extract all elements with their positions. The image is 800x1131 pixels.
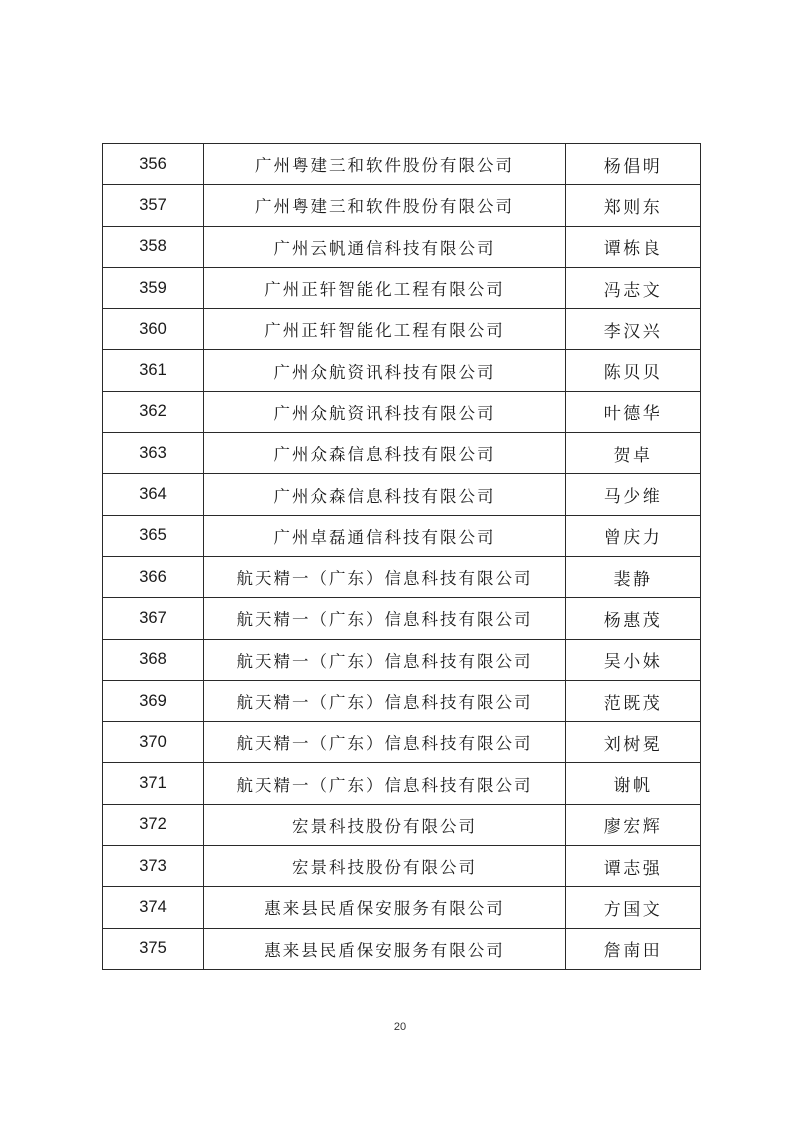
company-name-cell: 广州正轩智能化工程有限公司 [204, 309, 566, 350]
row-number-cell: 375 [103, 928, 204, 969]
person-name-cell: 裴静 [566, 556, 701, 597]
company-name-cell: 广州众森信息科技有限公司 [204, 474, 566, 515]
table-row [103, 722, 701, 763]
person-name-cell: 谭志强 [566, 846, 701, 887]
company-name-cell: 航天精一（广东）信息科技有限公司 [204, 639, 566, 680]
table-row [103, 928, 701, 969]
person-name-cell: 范既茂 [566, 680, 701, 721]
company-name-cell: 航天精一（广东）信息科技有限公司 [204, 722, 566, 763]
row-number-cell: 369 [103, 680, 204, 721]
company-name-cell: 宏景科技股份有限公司 [204, 846, 566, 887]
person-name-cell: 杨倡明 [566, 144, 701, 185]
row-number-cell: 363 [103, 433, 204, 474]
company-name-cell: 宏景科技股份有限公司 [204, 804, 566, 845]
person-name-cell: 李汉兴 [566, 309, 701, 350]
table-row [103, 144, 701, 185]
row-number-cell: 358 [103, 226, 204, 267]
row-number-cell: 372 [103, 804, 204, 845]
person-name-cell: 叶德华 [566, 391, 701, 432]
row-number-cell: 361 [103, 350, 204, 391]
row-number-cell: 365 [103, 515, 204, 556]
row-number-cell: 366 [103, 556, 204, 597]
table-row [103, 846, 701, 887]
person-name-cell: 谢帆 [566, 763, 701, 804]
person-name-cell: 马少维 [566, 474, 701, 515]
table-row [103, 309, 701, 350]
company-name-cell: 航天精一（广东）信息科技有限公司 [204, 680, 566, 721]
company-name-cell: 广州众森信息科技有限公司 [204, 433, 566, 474]
person-name-cell: 吴小妹 [566, 639, 701, 680]
person-name-cell: 曾庆力 [566, 515, 701, 556]
table-row [103, 515, 701, 556]
company-name-cell: 广州粤建三和软件股份有限公司 [204, 144, 566, 185]
row-number-cell: 374 [103, 887, 204, 928]
person-name-cell: 陈贝贝 [566, 350, 701, 391]
row-number-cell: 360 [103, 309, 204, 350]
row-number-cell: 356 [103, 144, 204, 185]
table-row [103, 185, 701, 226]
table-row [103, 556, 701, 597]
table-row [103, 391, 701, 432]
company-name-cell: 广州卓磊通信科技有限公司 [204, 515, 566, 556]
table-row [103, 887, 701, 928]
table-row [103, 350, 701, 391]
row-number-cell: 371 [103, 763, 204, 804]
page-number: 20 [393, 1021, 407, 1033]
company-name-cell: 惠来县民盾保安服务有限公司 [204, 928, 566, 969]
table-row [103, 804, 701, 845]
person-name-cell: 刘树冕 [566, 722, 701, 763]
row-number-cell: 373 [103, 846, 204, 887]
row-number-cell: 364 [103, 474, 204, 515]
person-name-cell: 郑则东 [566, 185, 701, 226]
roster-table-body [103, 144, 701, 970]
roster-table [102, 143, 701, 970]
table-row [103, 680, 701, 721]
company-name-cell: 航天精一（广东）信息科技有限公司 [204, 598, 566, 639]
row-number-cell: 357 [103, 185, 204, 226]
table-row [103, 639, 701, 680]
table-row [103, 598, 701, 639]
row-number-cell: 370 [103, 722, 204, 763]
person-name-cell: 詹南田 [566, 928, 701, 969]
person-name-cell: 方国文 [566, 887, 701, 928]
company-name-cell: 惠来县民盾保安服务有限公司 [204, 887, 566, 928]
company-name-cell: 广州正轩智能化工程有限公司 [204, 267, 566, 308]
company-name-cell: 广州云帆通信科技有限公司 [204, 226, 566, 267]
person-name-cell: 廖宏辉 [566, 804, 701, 845]
company-name-cell: 航天精一（广东）信息科技有限公司 [204, 763, 566, 804]
table-row [103, 433, 701, 474]
company-name-cell: 广州众航资讯科技有限公司 [204, 391, 566, 432]
person-name-cell: 冯志文 [566, 267, 701, 308]
row-number-cell: 359 [103, 267, 204, 308]
row-number-cell: 367 [103, 598, 204, 639]
table-row [103, 267, 701, 308]
company-name-cell: 航天精一（广东）信息科技有限公司 [204, 556, 566, 597]
person-name-cell: 贺卓 [566, 433, 701, 474]
company-name-cell: 广州众航资讯科技有限公司 [204, 350, 566, 391]
row-number-cell: 368 [103, 639, 204, 680]
person-name-cell: 杨惠茂 [566, 598, 701, 639]
table-row [103, 226, 701, 267]
table-row [103, 763, 701, 804]
company-name-cell: 广州粤建三和软件股份有限公司 [204, 185, 566, 226]
person-name-cell: 谭栋良 [566, 226, 701, 267]
table-row [103, 474, 701, 515]
row-number-cell: 362 [103, 391, 204, 432]
